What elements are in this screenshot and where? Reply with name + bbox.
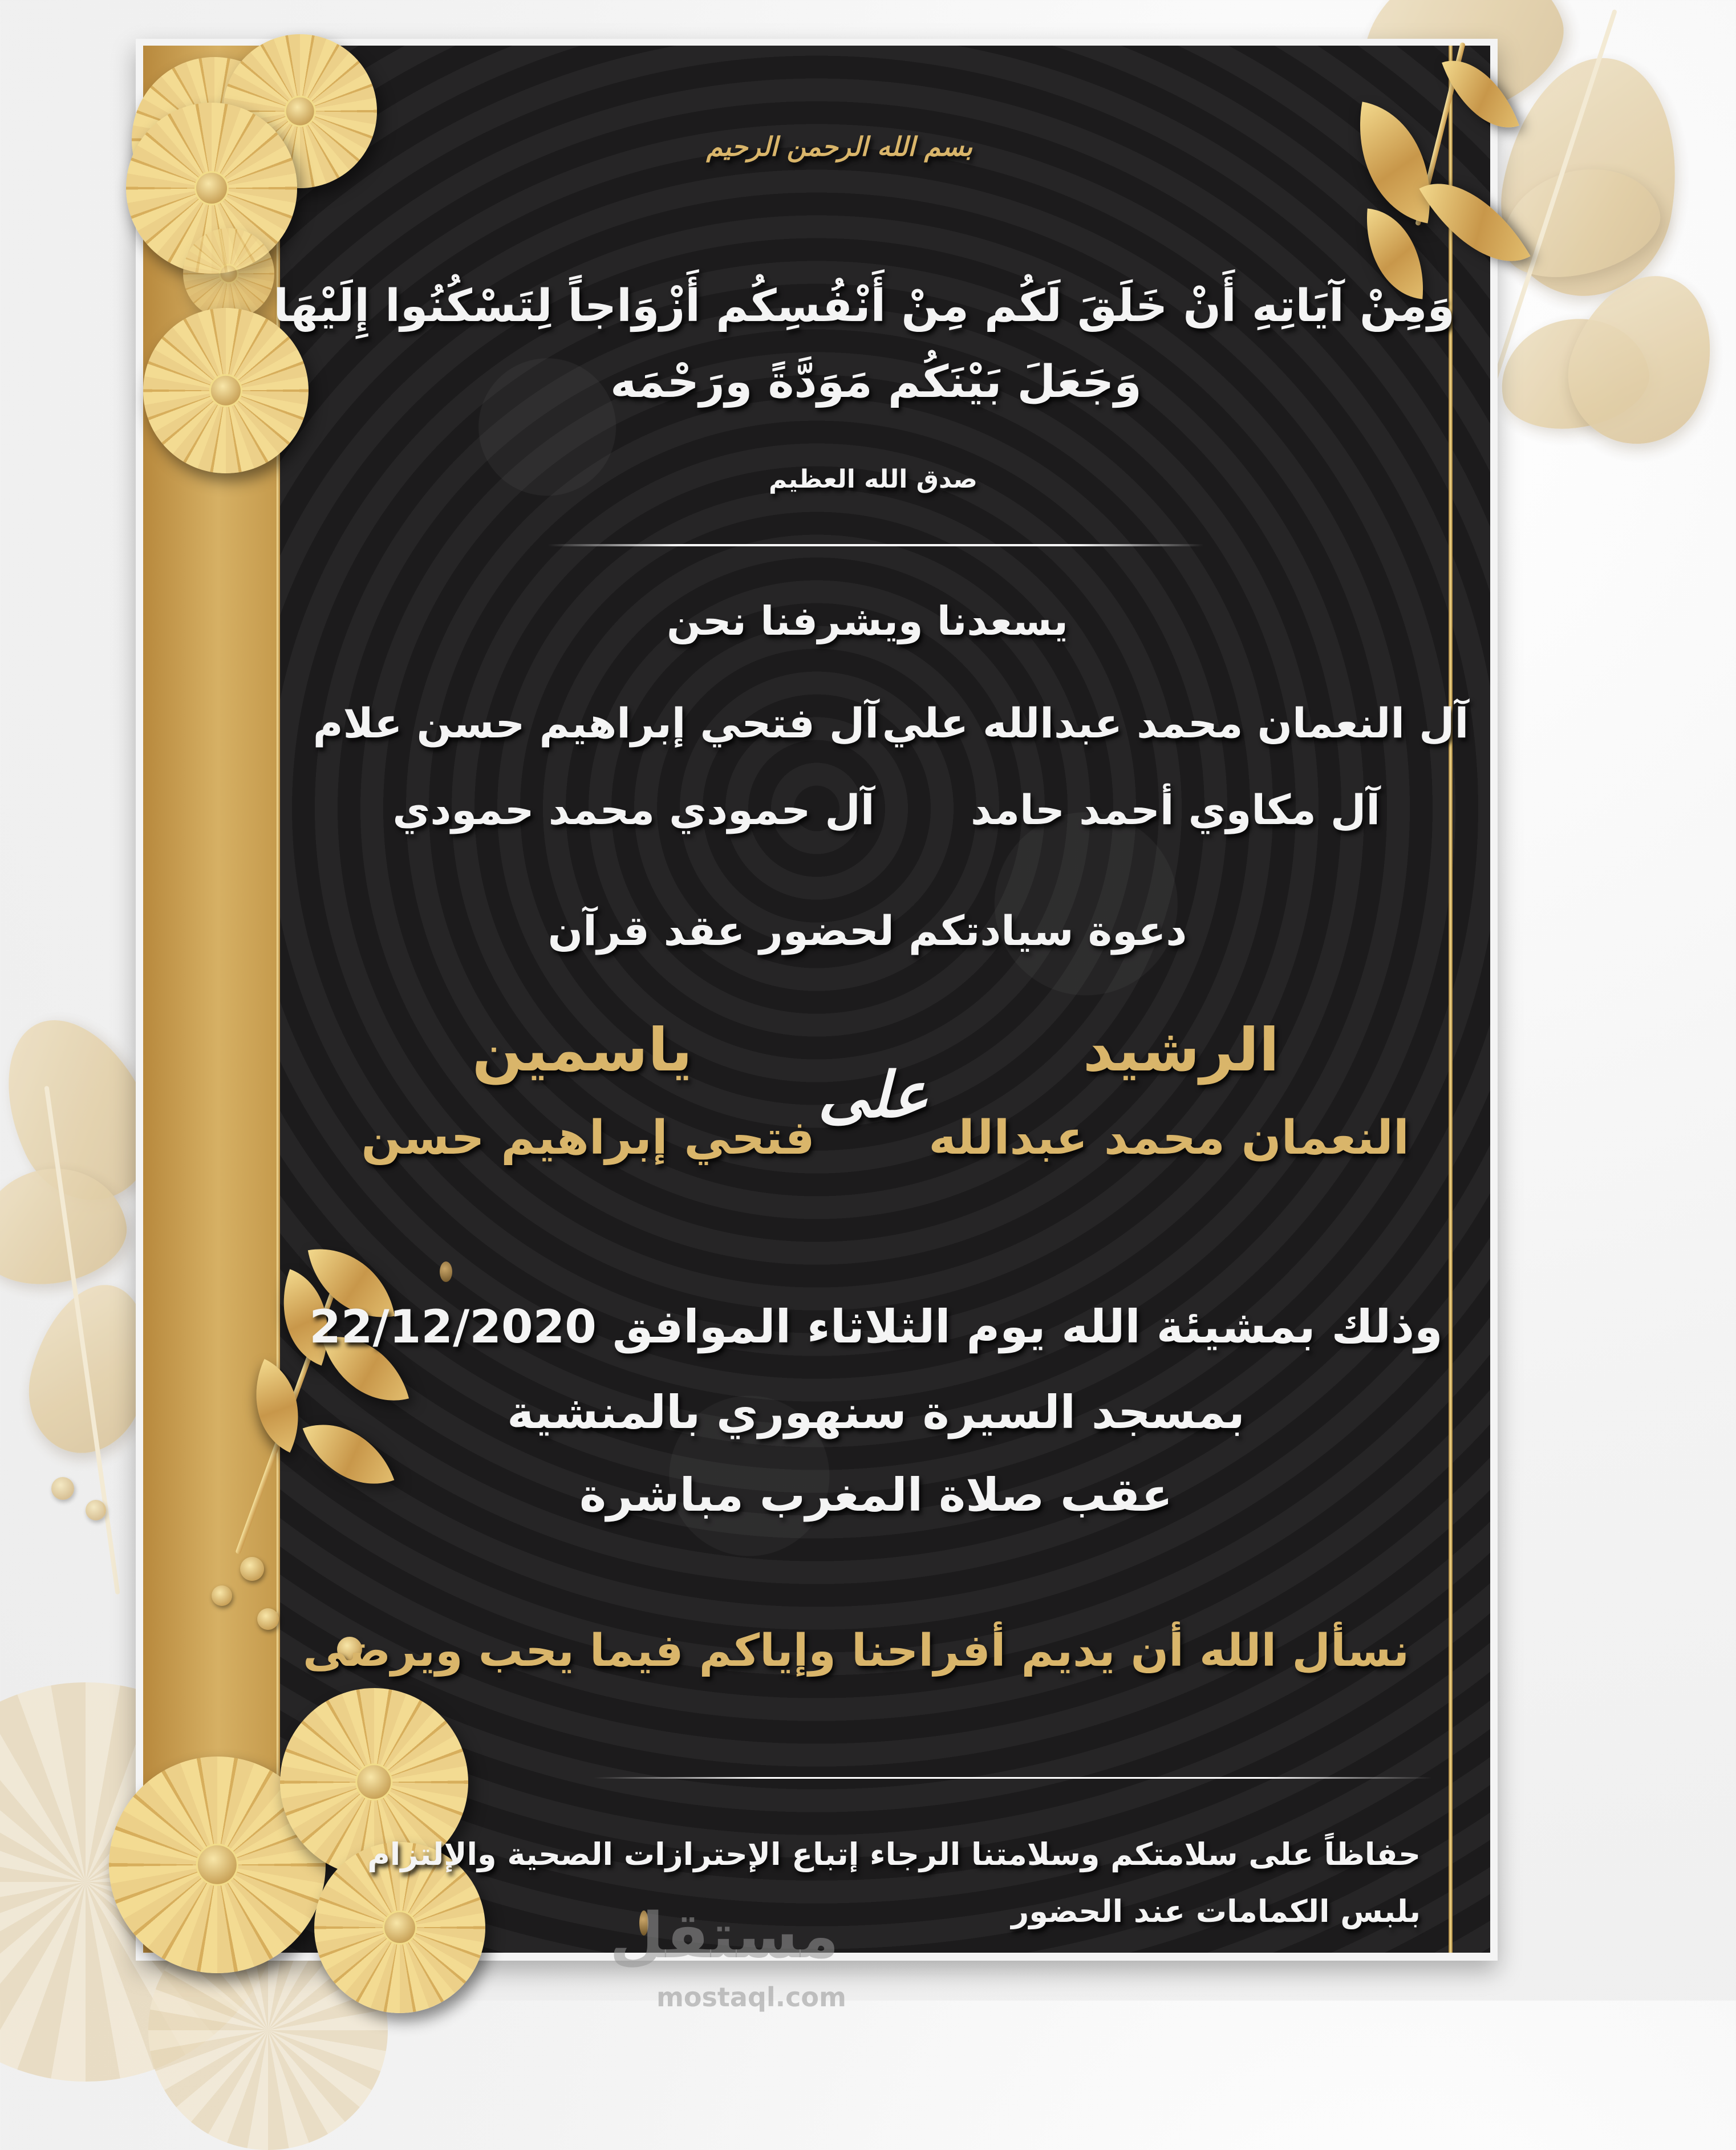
- decorative-dot-icon: [440, 1261, 452, 1282]
- invitation-card: [136, 39, 1498, 2013]
- groom-first-name: الرشيد: [1082, 1015, 1280, 1085]
- gold-berry-icon: [240, 1557, 264, 1581]
- intro-text: يسعدنا ويشرفنا نحن: [667, 598, 1068, 644]
- event-time-line: عقب صلاة المغرب مباشرة: [579, 1469, 1173, 1522]
- family-name-4: آل حمودي محمد حمودي: [392, 786, 875, 834]
- bride-family-name: فتحي إبراهيم حسن: [361, 1111, 815, 1165]
- family-name-3: آل مكاوي أحمد حامد: [970, 786, 1381, 834]
- background-berry-icon: [86, 1500, 106, 1520]
- gold-berry-icon: [257, 1608, 279, 1630]
- background-berry-icon: [51, 1477, 74, 1500]
- bismillah-calligraphy: بسم الله الرحمن الرحيم: [706, 131, 972, 162]
- watermark-latin: mostaql.com: [656, 1982, 846, 2013]
- invitation-panel: [143, 46, 1490, 2013]
- gold-flower-icon: [143, 308, 309, 473]
- gold-berry-icon: [212, 1585, 232, 1606]
- connector-calligraphy: على: [818, 1058, 928, 1131]
- top-separator: [548, 544, 1204, 546]
- groom-family-name: النعمان محمد عبدالله: [928, 1111, 1409, 1165]
- verse-closing: صدق الله العظيم: [769, 465, 977, 494]
- event-date-line: وذلك بمشيئة الله يوم الثلاثاء الموافق 22/12/2020: [309, 1300, 1443, 1353]
- invite-line: دعوة سيادتكم لحضور عقد قرآن: [547, 907, 1187, 955]
- bride-first-name: ياسمين: [472, 1015, 693, 1085]
- health-notice-line-1: حفاظاً على سلامتكم وسلامتنا الرجاء إتباع الإحترازات الصحية والإلتزام: [367, 1836, 1421, 1872]
- verse-line-2: وَجَعَلَ بَيْنَكُم مَوَدَّةً ورَحْمَه: [610, 356, 1142, 408]
- bottom-separator: [594, 1777, 1432, 1779]
- event-venue-line: بمسجد السيرة سنهوري بالمنشية: [507, 1386, 1245, 1439]
- family-name-1: آل النعمان محمد عبدالله علي: [882, 699, 1469, 747]
- watermark-arabic: مستقل: [609, 1899, 839, 1972]
- verse-line-1: وَمِنْ آيَاتِهِ أَنْ خَلَقَ لَكُم مِنْ أَنْفُسِكُم أَزْوَاجاً لِتَسْكُنُوا إِلَيْهَا: [273, 281, 1455, 332]
- health-notice-line-2: بلبس الكمامات عند الحضور: [1011, 1893, 1421, 1929]
- gold-flower-icon: [183, 228, 274, 319]
- family-name-2: آل فتحي إبراهيم حسن علام: [313, 699, 879, 747]
- prayer-line: نسأل الله أن يديم أفراحنا وإياكم فيما يحب ويرضى: [302, 1625, 1409, 1677]
